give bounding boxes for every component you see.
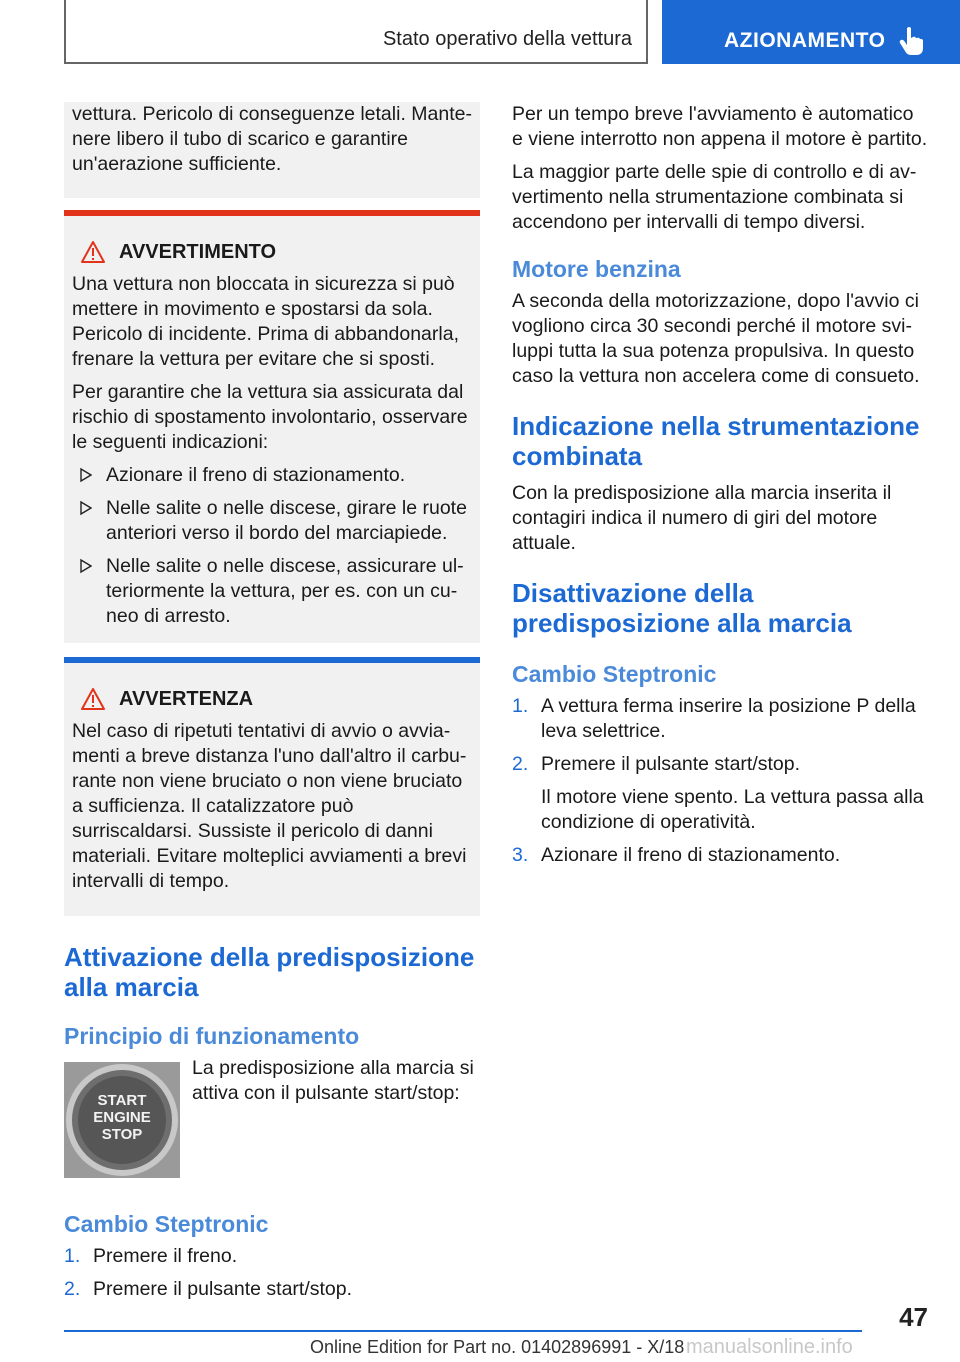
bullet-item <box>72 463 472 488</box>
step-list <box>64 1244 480 1302</box>
button-label-line: START <box>97 1092 147 1109</box>
subsection-heading: Cambio Steptronic <box>64 1211 269 1237</box>
section-heading: Attivazione della predisposizione alla marcia <box>64 942 475 1002</box>
step-item <box>512 694 928 744</box>
step-item <box>512 752 928 835</box>
step-text: Premere il pulsante start/stop. <box>541 753 801 775</box>
bullet-text: Azionare il freno di stazionamento. <box>106 464 406 486</box>
left-column <box>64 102 480 1310</box>
start-stop-button-image <box>64 1062 180 1178</box>
button-label-line: ENGINE <box>93 1109 151 1126</box>
step-item <box>64 1244 480 1269</box>
paragraph: Per un tempo breve l'avviamento è automatico e viene interrotto non appena il motore è partito. <box>512 103 928 150</box>
warning-paragraph: Nel caso di ripetuti tentativi di avvio o avviamenti a breve distanza l'uno dall'altro il carburante non viene bruciato o non viene bruciato a sufficienza. Il catalizzatore può surriscaldarsi. Sussiste il pericolo di danni materiali. Evitare molteplici avviamenti a brevi intervalli di tempo. <box>72 720 467 892</box>
step-item <box>512 843 928 868</box>
step-subtext: Il motore viene spento. La vettura passa alla condizione di operatività. <box>541 786 924 833</box>
warning-bullet-list <box>72 463 472 629</box>
bullet-text: Nelle salite o nelle discese, girare le ruote anteriori verso il bordo del marciapiede. <box>106 497 467 544</box>
warning-title-row <box>72 238 472 266</box>
paragraph: A seconda della motorizzazione, dopo l'avvio ci vogliono circa 30 secondi perché il motore sviluppi tutta la sua potenza propulsiva. In questo caso la vettura non accelera come di consueto. <box>512 290 920 387</box>
button-label <box>64 1092 180 1143</box>
step-text: A vettura ferma inserire la posizione P della leva selettrice. <box>541 695 916 742</box>
paragraph: La maggior parte delle spie di controllo e di avvertimento nella strumentazione combinata si accendono per intervalli di tempo diversi. <box>512 161 917 233</box>
chapter-tab[interactable] <box>662 0 960 64</box>
section-heading: Disattivazione della predisposizione alla marcia <box>512 578 852 638</box>
warning-triangle-icon <box>80 240 106 264</box>
warning-triangle-icon <box>80 687 106 711</box>
step-list <box>512 694 928 868</box>
continued-note-text: vettura. Pericolo di conseguenze letali. Mantenere libero il tubo di scarico e garantire un'aerazione sufficiente. <box>72 103 472 175</box>
step-text: Azionare il freno di stazionamento. <box>541 844 841 866</box>
warning-paragraph: Una vettura non bloccata in sicurezza si può mettere in movimento e spostarsi da sola. Pericolo di incidente. Prima di abbandonarla, frenare la vettura per evitare che si sposti. <box>72 273 459 370</box>
step-number: 3. <box>512 844 529 866</box>
paragraph: Con la predisposizione alla marcia inserita il contagiri indica il numero di giri del motore attuale. <box>512 482 892 554</box>
warning-box-avvertenza <box>64 663 480 916</box>
step-item <box>64 1277 480 1302</box>
step-number: 1. <box>512 695 529 717</box>
page-number: 47 <box>899 1302 928 1332</box>
triangle-bullet-icon <box>80 558 92 574</box>
subsection-heading: Motore benzina <box>512 256 681 282</box>
button-label-line: STOP <box>101 1126 143 1143</box>
bullet-text: Nelle salite o nelle discese, assicurare ulteriormente la vettura, per es. con un cuneo di arresto. <box>106 555 464 627</box>
principle-text: La predisposizione alla marcia si attiva con il pulsante start/stop: <box>192 1057 474 1104</box>
warning-title: AVVERTENZA <box>119 687 254 710</box>
step-text: Premere il pulsante start/stop. <box>93 1278 353 1300</box>
hand-pointer-icon <box>898 26 924 56</box>
bullet-item <box>72 554 472 629</box>
subsection-heading: Principio di funzionamento <box>64 1023 360 1049</box>
subsection-heading: Cambio Steptronic <box>512 661 717 687</box>
bullet-item <box>72 496 472 546</box>
warning-title: AVVERTIMENTO <box>119 240 277 263</box>
continued-note-box <box>64 102 480 198</box>
header-section-box <box>64 0 648 64</box>
step-number: 2. <box>512 753 529 775</box>
triangle-bullet-icon <box>80 500 92 516</box>
step-number: 2. <box>64 1278 81 1300</box>
warning-title-row <box>72 685 472 713</box>
right-column <box>512 102 928 876</box>
footer-edition-text: Online Edition for Part no. 01402896991 - X/18 <box>310 1337 685 1357</box>
principle-block <box>64 1056 480 1188</box>
watermark: manualsonline.info <box>686 1336 853 1358</box>
triangle-bullet-icon <box>80 467 92 483</box>
section-title: Stato operativo della vettura <box>382 28 632 50</box>
footer-divider <box>64 1330 862 1332</box>
warning-box-avvertimento <box>64 216 480 643</box>
warning-paragraph: Per garantire che la vettura sia assicurata dal rischio di spostamento involontario, osservare le seguenti indicazioni: <box>72 381 468 453</box>
section-heading: Indicazione nella strumentazione combinata <box>512 411 920 471</box>
step-number: 1. <box>64 1245 81 1267</box>
chapter-title: AZIONAMENTO <box>724 29 886 52</box>
step-text: Premere il freno. <box>93 1245 238 1267</box>
